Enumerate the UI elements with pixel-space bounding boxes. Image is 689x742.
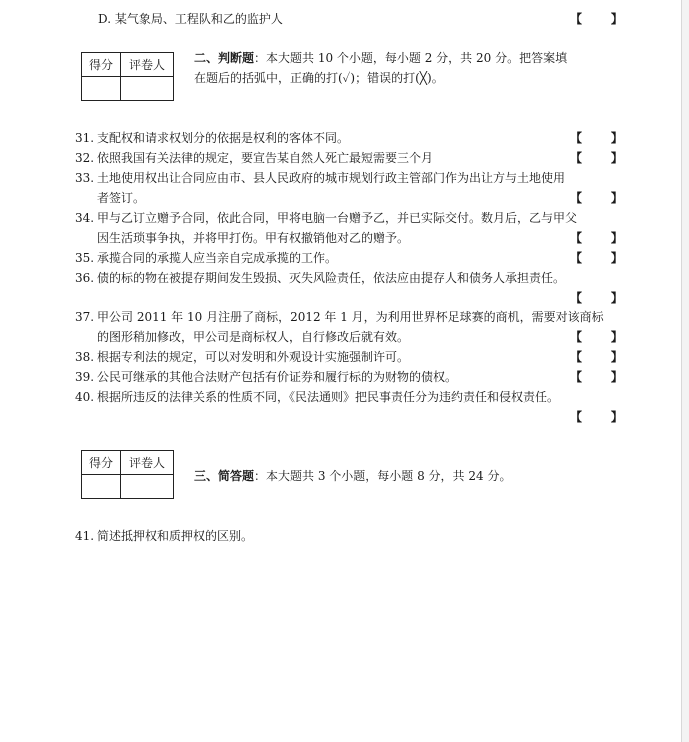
question-40: 40. 根据所违反的法律关系的性质不同，《民法通则》把民事责任分为违约责任和侵权责任。 xyxy=(75,390,560,404)
section2-title: 二、判断题 xyxy=(194,51,255,65)
answer-bracket: 【 】 xyxy=(570,410,623,424)
section2-desc1: ：本大题共 10 个小题，每小题 2 分，共 20 分。把答案填 xyxy=(254,51,568,65)
question-33: 33. 土地使用权出让合同应由市、县人民政府的城市规划行政主管部门作为出让方与土地使用 xyxy=(75,171,566,185)
section2-header-line1 xyxy=(194,51,567,65)
question-32: 32. 依照我国有关法律的规定，要宣告某自然人死亡最短需要三个月 xyxy=(75,151,434,165)
grader-cell xyxy=(121,77,174,101)
answer-bracket: 【 】 xyxy=(570,231,623,245)
grader-header: 评卷人 xyxy=(121,451,174,475)
page-edge xyxy=(681,0,689,742)
question-37: 37. 甲公司 2011 年 10 月注册了商标，2012 年 1 月，为利用世界杯足球赛的商机，需要对该商标 xyxy=(75,310,604,324)
question-33-line2: 者签订。 xyxy=(97,191,146,205)
question-36: 36. 债的标的物在被提存期间发生毁损、灭失风险责任，依法应由提存人和债务人承担责任。 xyxy=(75,271,566,285)
section3-title: 三、简答题 xyxy=(194,469,255,483)
question-41: 41. 简述抵押权和质押权的区别。 xyxy=(75,529,254,543)
score-cell xyxy=(82,77,121,101)
score-box xyxy=(81,52,174,101)
answer-bracket: 【 】 xyxy=(570,370,623,384)
grader-header: 评卷人 xyxy=(121,53,174,77)
answer-bracket: 【 】 xyxy=(570,151,623,165)
grader-cell xyxy=(121,475,174,499)
question-34-line2: 因生活琐事争执，并将甲打伤。甲有权撤销他对乙的赠予。 xyxy=(97,231,410,245)
score-header: 得分 xyxy=(82,53,121,77)
answer-bracket: 【 】 xyxy=(570,131,623,145)
section3-desc: ：本大题共 3 个小题，每小题 8 分，共 24 分。 xyxy=(254,469,512,483)
section2-desc2: 在题后的括弧中，正确的打(✓)；错误的打(╳)。 xyxy=(194,71,444,85)
score-header: 得分 xyxy=(82,451,121,475)
question-39: 39. 公民可继承的其他合法财产包括有价证券和履行标的为财物的债权。 xyxy=(75,370,458,384)
prev-option-d: D. 某气象局、工程队和乙的监护人 xyxy=(98,12,283,26)
answer-bracket: 【 】 xyxy=(570,350,623,364)
question-31: 31. 支配权和请求权划分的依据是权利的客体不同。 xyxy=(75,131,350,145)
answer-bracket: 【 】 xyxy=(570,12,623,26)
answer-bracket: 【 】 xyxy=(570,330,623,344)
answer-bracket: 【 】 xyxy=(570,251,623,265)
answer-bracket: 【 】 xyxy=(570,291,623,305)
question-37-line2: 的图形稍加修改，甲公司是商标权人，自行修改后就有效。 xyxy=(97,330,410,344)
question-35: 35. 承揽合同的承揽人应当亲自完成承揽的工作。 xyxy=(75,251,338,265)
score-cell xyxy=(82,475,121,499)
section3-header xyxy=(194,469,511,483)
answer-bracket: 【 】 xyxy=(570,191,623,205)
score-box xyxy=(81,450,174,499)
question-38: 38. 根据专利法的规定，可以对发明和外观设计实施强制许可。 xyxy=(75,350,410,364)
question-34: 34. 甲与乙订立赠予合同，依此合同，甲将电脑一台赠予乙，并已实际交付。数月后，乙与甲父 xyxy=(75,211,578,225)
